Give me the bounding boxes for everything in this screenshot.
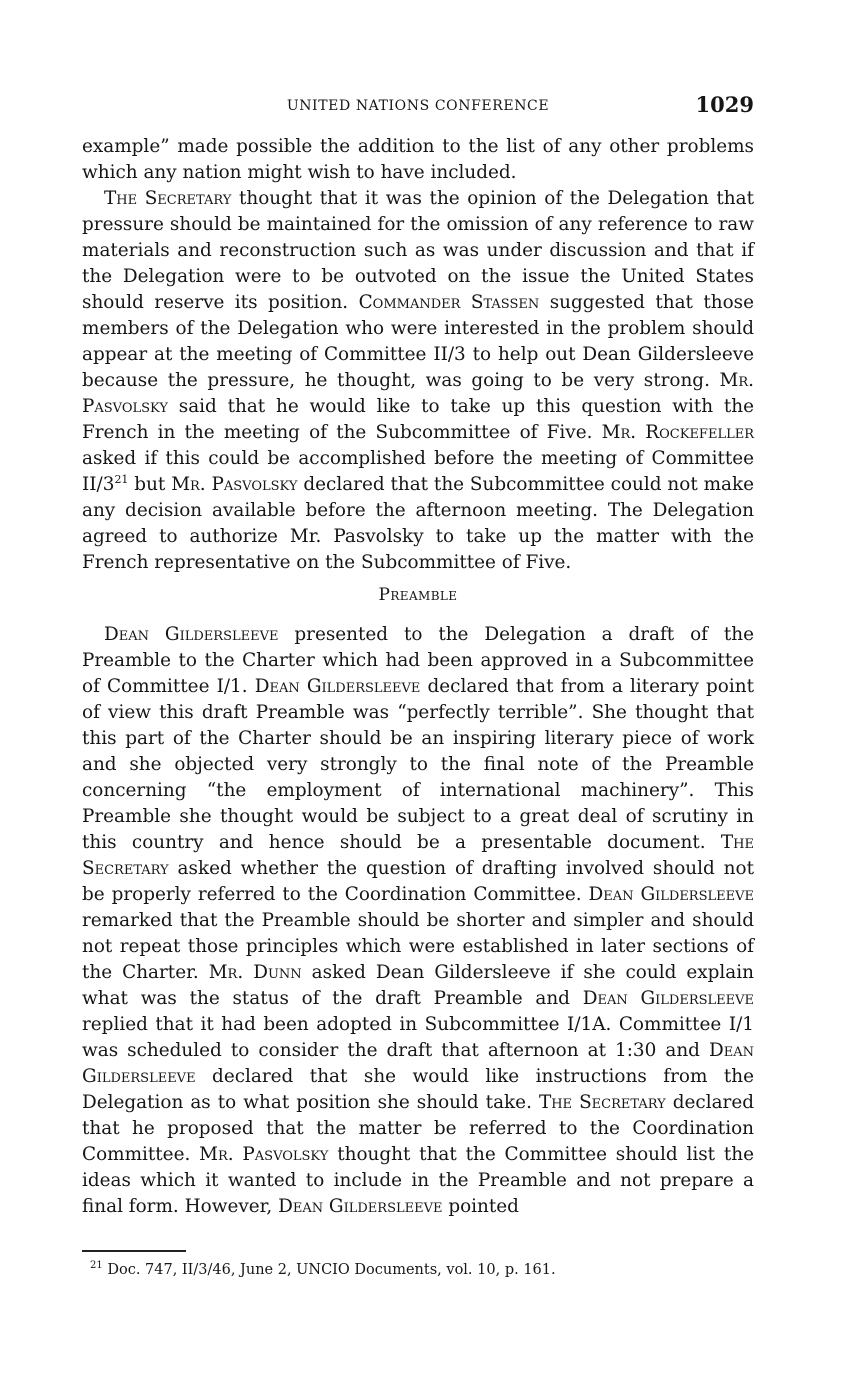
paragraph-text: declared that from a literary point of view this draft Preamble was “perfectly terrible”. She thought that this part of the Charter should be an inspiring literary piece of work and she objected very strongly to the final note of the Preamble concerning “the employment of international machinery”. This Preamble she thought would be subject to a great deal of scrutiny in this country and hence should be a presentable document. <box>82 676 754 853</box>
paragraph-text: but <box>128 474 172 495</box>
paragraph-text: declared that the Subcommittee could not make any decision available before the afternoon meeting. The Delegation agreed to authorize Mr. Pasvolsky to take up the matter with the French representative on the Subcommittee of Five. <box>82 474 755 573</box>
paragraph-text: thought that the Committee should list the ideas which it wanted to include in the Preamble and not prepare a final form. However, <box>82 1144 754 1217</box>
speaker-name: Dean Gildersleeve <box>82 1040 754 1087</box>
running-head: UNITED NATIONS CONFERENCE <box>286 98 550 114</box>
footnote-divider <box>82 1250 186 1252</box>
paragraph-text: replied that it had been adopted in Subcommittee I/1A. Committee I/1 was scheduled to consider the draft that afternoon at 1:30 and <box>82 1014 754 1061</box>
page-header <box>82 92 754 122</box>
speaker-name: Dean Gildersleeve <box>588 884 754 905</box>
paragraph-text: example” made possible the addition to the list of any other problems which any nation might wish to have included. <box>82 136 754 183</box>
paragraph-text: asked Dean Gildersleeve if she could explain what was the status of the draft Preamble and <box>82 962 754 1009</box>
speaker-name: The Secretary <box>82 832 754 879</box>
speaker-name: The Secretary <box>538 1092 666 1113</box>
paragraph-text: suggested that those members of the Delegation who were interested in the problem should appear at the meeting of Committee II/3 to help out Dean Gildersleeve because the pressure, he thought, was going to be very strong. <box>82 292 754 391</box>
paragraph-text: presented to the Delegation a draft of the Preamble to the Charter which had been approved in a Subcommittee of Committee I/1. <box>82 624 754 697</box>
speaker-name: The Secretary <box>104 188 232 209</box>
footnote-text: Doc. 747, II/3/46, June 2, UNCIO Documents, vol. 10, p. 161. <box>102 1262 556 1278</box>
page-number: 1029 <box>695 92 754 117</box>
speaker-name: Dean Gildersleeve <box>582 988 755 1009</box>
speaker-name: Mr. Rockefeller <box>601 422 754 443</box>
section-heading: Preamble <box>378 585 458 605</box>
speaker-name: Dean Gildersleeve <box>278 1196 443 1217</box>
paragraph-text: pointed <box>442 1196 519 1217</box>
speaker-name: Commander Stassen <box>358 292 540 313</box>
speaker-name: Mr. Pasvolsky <box>82 370 754 417</box>
speaker-name: Dean Gildersleeve <box>254 676 421 697</box>
paragraph-text: remarked that the Preamble should be shorter and simpler and should not repeat those principles which were established in later sections of the Charter. <box>82 910 754 983</box>
paragraph-preamble <box>82 622 754 1220</box>
footnote-mark: 21 <box>90 1260 103 1272</box>
speaker-name: Mr. Pasvolsky <box>171 474 298 495</box>
paragraph-text: asked if this could be accomplished before the meeting of Committee II/3 <box>82 448 754 495</box>
paragraph-text: asked whether the question of drafting involved should not be properly referred to the Coordination Committee. <box>82 858 754 905</box>
paragraph-secretary-pressure <box>82 186 754 576</box>
paragraph-text: declared that she would like instructions from the Delegation as to what position she should take. <box>82 1066 754 1113</box>
paragraph-text: said that he would like to take up this question with the French in the meeting of the Subcommittee of Five. <box>82 396 754 443</box>
speaker-name: Mr. Pasvolsky <box>199 1144 329 1165</box>
footnote <box>90 1260 750 1280</box>
speaker-name: Mr. Dunn <box>208 962 302 983</box>
paragraph-continuation <box>82 134 754 186</box>
footnote-reference: 21 <box>114 472 129 486</box>
paragraph-text: thought that it was the opinion of the Delegation that pressure should be maintained for the omission of any reference to raw materials and reconstruction such as was under discussion and that if the Delegation were to be outvoted on the issue the United States should reserve its position. <box>82 188 755 313</box>
speaker-name: Dean Gildersleeve <box>104 624 279 645</box>
body-text <box>82 134 754 1220</box>
paragraph-text: declared that he proposed that the matter be referred to the Coordination Committee. <box>82 1092 754 1165</box>
